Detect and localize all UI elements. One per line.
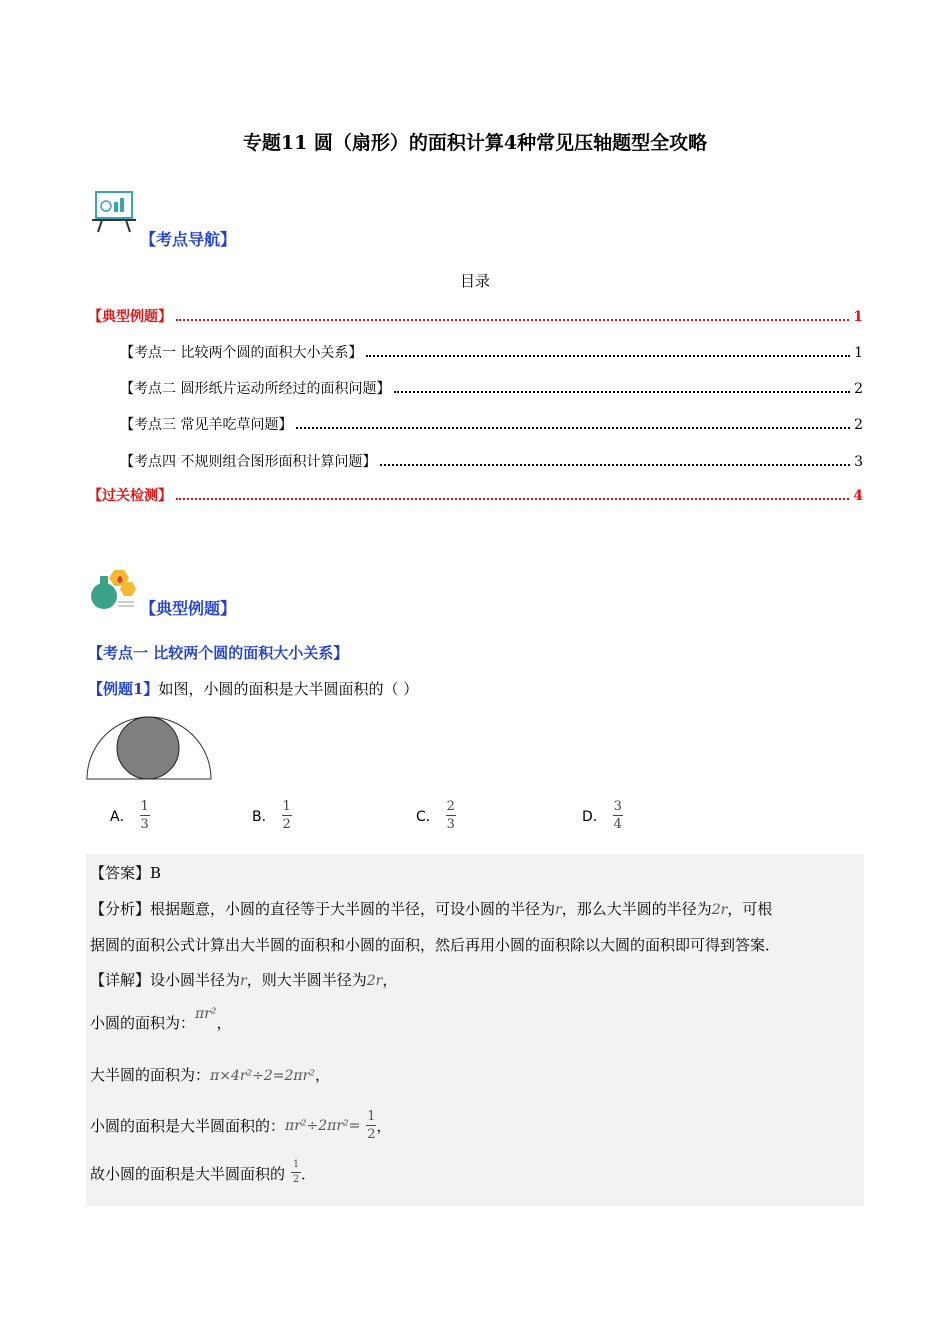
- presentation-board-icon: [88, 188, 140, 234]
- section-title: 【典型例题】: [140, 599, 237, 618]
- toc-entry-label: 【考点四 不规则组合图形面积计算问题】: [120, 454, 377, 470]
- nav-section-title: 【考点导航】: [140, 230, 237, 249]
- example-question: [88, 678, 418, 699]
- small-area-line: 小圆的面积为：πr²，: [90, 1006, 232, 1032]
- big-area-line: 大半圆的面积为：π×4r²÷2=2πr²，: [90, 1066, 330, 1084]
- toc-entry-label: 【过关检测】: [88, 488, 172, 504]
- semicircle-figure: [86, 712, 212, 782]
- detail-line: 【详解】设小圆半径为r，则大半圆半径为2r，: [90, 971, 398, 989]
- toc-entry-label: 【考点二 圆形纸片运动所经过的面积问题】: [120, 381, 391, 397]
- option-d[interactable]: [582, 800, 623, 831]
- analysis-line-1: 【分析】根据题意，小圆的直径等于大半圆的半径，可设小圆的半径为r，那么大半圆的半径为2r，可根: [90, 900, 773, 918]
- toc-entry-label: 【考点三 常见羊吃草问题】: [120, 417, 293, 433]
- kp1-title: 【考点一 比较两个圆的面积大小关系】: [88, 644, 349, 662]
- toc-entry-kp3[interactable]: [120, 414, 863, 434]
- option-letter: C．: [416, 808, 440, 825]
- toc-entry-kp1[interactable]: [120, 342, 863, 362]
- option-letter: D．: [582, 808, 607, 825]
- toc-leader: [366, 354, 850, 357]
- toc-leader: [176, 497, 849, 500]
- analysis-line-2: 据圆的面积公式计算出大半圆的面积和小圆的面积，然后再用小圆的面积除以大圆的面积即可得到答案．: [90, 936, 781, 954]
- toc-entry-page: 1: [853, 309, 863, 325]
- example-label: 【例题1】: [88, 680, 159, 698]
- option-c[interactable]: [416, 800, 456, 831]
- page-title: 专题11 圆（扇形）的面积计算4种常见压轴题型全攻略: [242, 132, 708, 154]
- toc-leader: [176, 318, 849, 321]
- option-letter: B．: [252, 808, 276, 825]
- ratio-line: 小圆的面积是大半圆面积的： πr²÷2πr²= $\frac{1}{2}$ ，: [90, 1109, 392, 1142]
- option-letter: A．: [110, 808, 134, 825]
- toc-leader: [296, 426, 850, 429]
- toc-entry-kp2[interactable]: [120, 378, 863, 398]
- toc-entry-label: 【考点一 比较两个圆的面积大小关系】: [120, 345, 363, 361]
- flask-icon: [88, 568, 138, 612]
- toc-entry-final-check[interactable]: [88, 485, 863, 505]
- toc-entry-page: 2: [854, 381, 863, 397]
- toc-heading: 目录: [459, 272, 490, 290]
- example-text: 如图，小圆的面积是大半圆面积的（ ）: [158, 680, 419, 698]
- toc-entry-label: 【典型例题】: [88, 309, 172, 325]
- toc-entry-kp4[interactable]: [120, 451, 863, 471]
- option-a[interactable]: [110, 800, 150, 831]
- toc-leader: [394, 390, 850, 393]
- conclusion-line: 故小圆的面积是大半圆面积的 $\frac{1}{2}$ ．: [90, 1159, 317, 1185]
- toc-entry-page: 3: [854, 454, 863, 470]
- option-fraction: $\frac{3}{4}$: [613, 799, 622, 832]
- answer-line: 【答案】B: [90, 864, 162, 882]
- option-fraction: $\frac{1}{3}$: [140, 799, 149, 832]
- option-fraction: $\frac{2}{3}$: [446, 799, 455, 832]
- toc-entry-typical-examples[interactable]: [88, 306, 863, 326]
- answer-box: [86, 854, 864, 1206]
- toc-leader: [380, 463, 850, 466]
- toc-entry-page: 4: [853, 488, 863, 504]
- option-b[interactable]: [252, 800, 292, 831]
- toc-entry-page: 1: [854, 345, 863, 361]
- option-fraction: $\frac{1}{2}$: [282, 799, 291, 832]
- toc-entry-page: 2: [854, 417, 863, 433]
